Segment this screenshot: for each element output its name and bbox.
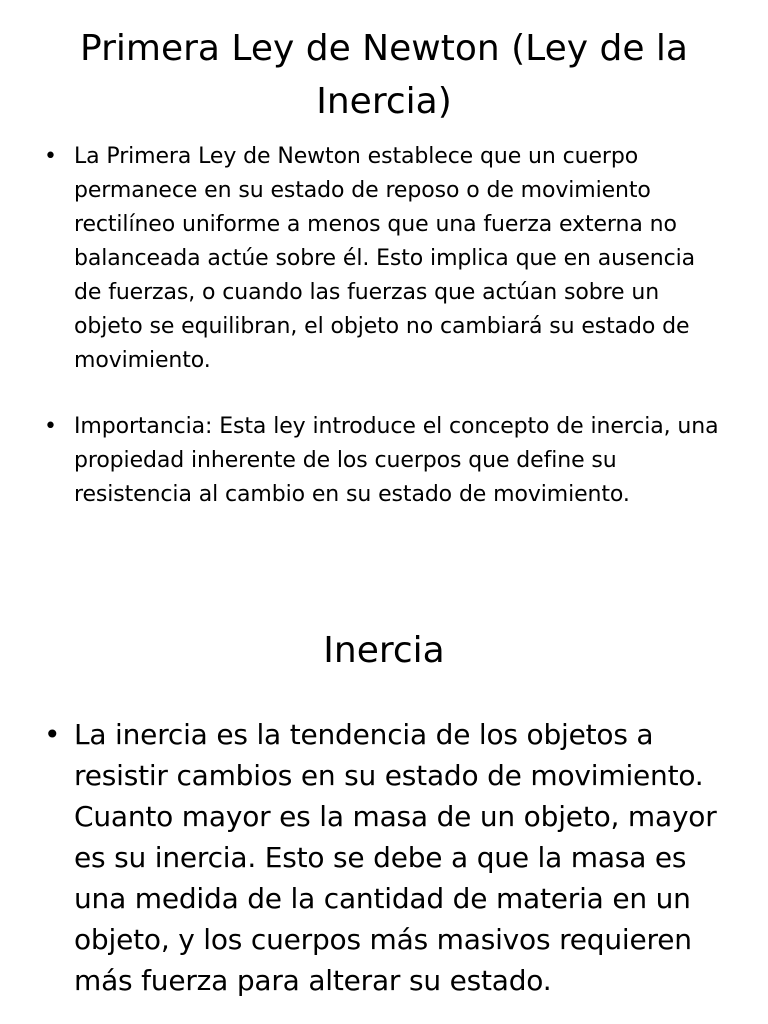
bullet-item — [0, 140, 768, 378]
bullet-item — [0, 410, 768, 512]
bullet-text: La Primera Ley de Newton establece que un cuerpo permanece en su estado de reposo o de movimiento rectilíneo uniforme a menos que una fuerza externa no balanceada actúe sobre él. Esto implica que en ausencia de fuerzas, o cuando las fuerzas que actúan sobre un objeto se equilibran, el objeto no cambiará su estado de movimiento. — [74, 144, 696, 373]
slide-title: Primera Ley de Newton (Ley de la Inercia) — [80, 28, 688, 122]
slide-title: Inercia — [323, 630, 445, 671]
bullet-list — [0, 714, 768, 1001]
bullet-list — [0, 140, 768, 512]
bullet-text: La inercia es la tendencia de los objetos a resistir cambios en su estado de movimiento. Cuanto mayor es la masa de un objeto, mayor es su inercia. Esto se debe a que la masa es una medida de la cantidad de materia en un objeto, y los cuerpos más masivos requieren más fuerza para alterar su estado. — [74, 718, 717, 997]
bullet-icon: • — [44, 414, 57, 439]
bullet-text: Importancia: Esta ley introduce el concepto de inercia, una propiedad inherente de los cuerpos que define su resistencia al cambio en su estado de movimiento. — [74, 414, 719, 507]
bullet-item — [0, 714, 768, 1001]
slide-inercia — [0, 626, 768, 1001]
bullet-icon: • — [44, 144, 57, 169]
bullet-icon: • — [44, 718, 61, 751]
slide-primera-ley — [0, 22, 768, 512]
